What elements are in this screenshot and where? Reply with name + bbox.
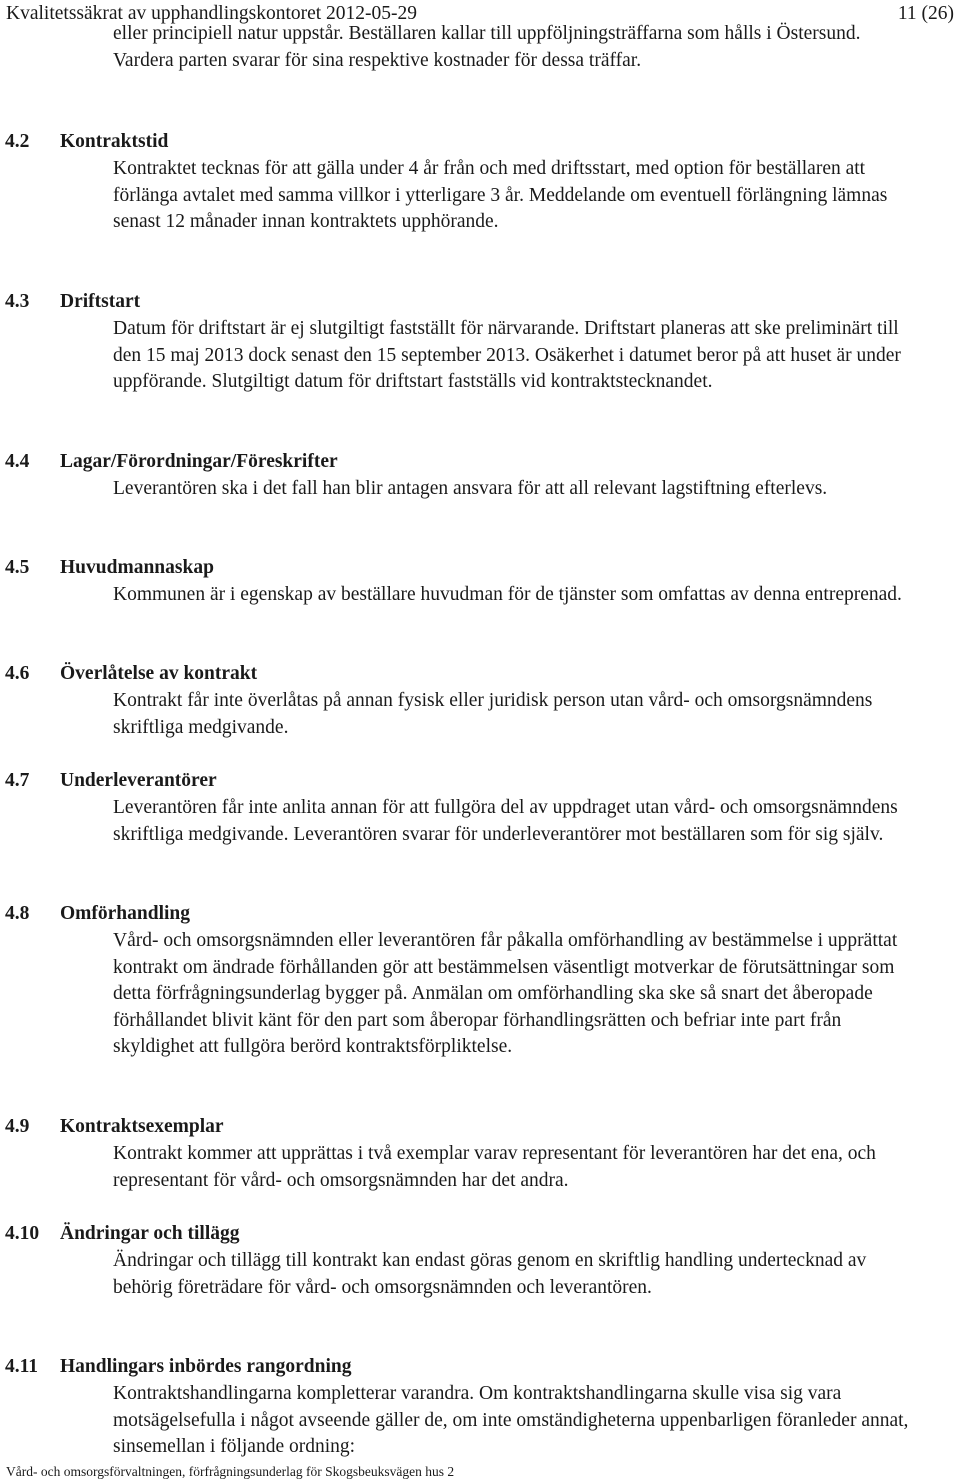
section-number: 4.10 (5, 1223, 40, 1244)
section-number: 4.6 (5, 663, 30, 684)
section-heading-4-8 (5, 901, 190, 928)
section-text: Datum för driftstart är ej slutgiltigt fastställt för närvarande. Driftstart planeras att ske preliminärt till den 15 maj 2013 dock senast den 15 september 2013. Osäkerhet i datumet beror på att huset är under uppförande. Slutgiltigt datum för driftstart fastställs vid kontraktstecknandet. (113, 318, 901, 392)
section-text: Ändringar och tillägg till kontrakt kan endast göras genom en skriftlig handling undertecknad av behörig företrädare för vård- och omsorgsnämnden och leverantören. (113, 1250, 867, 1298)
section-title: Överlåtelse av kontrakt (60, 663, 258, 684)
section-text: Kommunen är i egenskap av beställare huvudman för de tjänster som omfattas av denna entreprenad. (113, 584, 902, 605)
section-body-4-10 (113, 1248, 913, 1301)
section-number: 4.3 (5, 291, 30, 312)
intro-text: eller principiell natur uppstår. Beställaren kallar till uppföljningsträffarna som hålls i Östersund. Vardera parten svarar för sina respektive kostnader för dessa träffar. (113, 23, 861, 71)
section-title: Underleverantörer (60, 770, 217, 791)
section-body-4-7 (113, 795, 913, 848)
section-number: 4.7 (5, 770, 30, 791)
section-body-4-9 (113, 1141, 913, 1194)
section-heading-4-3 (5, 289, 140, 316)
page-number: 11 (26) (897, 3, 954, 24)
section-title: Lagar/Förordningar/Föreskrifter (60, 451, 338, 472)
section-number: 4.5 (5, 557, 30, 578)
section-text: Kontrakt kommer att upprättas i två exemplar varav representant för leverantören har det ena, och representant för vård- och omsorgsnämnden har det andra. (113, 1143, 876, 1191)
section-number: 4.11 (5, 1356, 39, 1377)
section-body-4-11 (113, 1381, 913, 1461)
section-title: Kontraktsexemplar (60, 1116, 224, 1137)
section-title: Kontraktstid (60, 131, 169, 152)
section-text: Vård- och omsorgsnämnden eller leverantören får påkalla omförhandling av bestämmelse i upprättat kontrakt om ändrade förhållanden gör att bestämmelsen väsentligt motverkar de förutsättningar som detta förfrågningsunderlag bygger på. Anmälan om omförhandling ska ske så snart det åberopade förhållandet blivit känt för den part som åberopar förhandlingsrätten och befriar inte part från skyldighet att fullgöra berörd kontraktsförpliktelse. (113, 930, 898, 1057)
section-number: 4.2 (5, 131, 30, 152)
section-text: Kontrakt får inte överlåtas på annan fysisk eller juridisk person utan vård- och omsorgsnämndens skriftliga medgivande. (113, 690, 873, 738)
section-title: Ändringar och tillägg (60, 1223, 240, 1244)
section-text: Leverantören ska i det fall han blir antagen ansvara för att all relevant lagstiftning efterlevs. (113, 478, 828, 499)
section-text: Kontraktshandlingarna kompletterar varandra. Om kontraktshandlingarna skulle visa sig vara motsägelsefulla i något avseende gäller de, om inte omständigheterna uppenbarligen föranleder annat, sinsemellan i följande ordning: (113, 1383, 909, 1457)
section-body-4-2 (113, 156, 913, 236)
section-body-4-4 (113, 476, 913, 503)
section-body-4-6 (113, 688, 913, 741)
section-heading-4-9 (5, 1114, 224, 1141)
section-title: Driftstart (60, 291, 141, 312)
section-number: 4.4 (5, 451, 30, 472)
section-title: Omförhandling (60, 903, 191, 924)
section-heading-4-2 (5, 129, 168, 156)
section-body-4-3 (113, 316, 913, 396)
section-title: Huvudmannaskap (60, 557, 214, 578)
section-heading-4-6 (5, 661, 257, 688)
section-text: Kontraktet tecknas för att gälla under 4 år från och med driftsstart, med option för beställaren att förlänga avtalet med samma villkor i ytterligare 3 år. Meddelande om eventuell förlängning lämnas senast 12 månader innan kontraktets upphörande. (113, 158, 888, 232)
section-heading-4-4 (5, 449, 338, 476)
section-body-4-8 (113, 928, 913, 1061)
section-heading-4-11 (5, 1354, 352, 1381)
section-heading-4-7 (5, 768, 217, 795)
section-heading-4-10 (5, 1221, 240, 1248)
section-number: 4.8 (5, 903, 30, 924)
section-heading-4-5 (5, 555, 214, 582)
section-body-4-5 (113, 582, 913, 609)
section-text: Leverantören får inte anlita annan för att fullgöra del av uppdraget utan vård- och omsorgsnämndens skriftliga medgivande. Leverantören svarar för underleverantörer mot beställaren som för sig själv. (113, 797, 898, 845)
section-number: 4.9 (5, 1116, 30, 1137)
page-footer: Vård- och omsorgsförvaltningen, förfrågningsunderlag för Skogsbeuksvägen hus 2 (6, 1464, 455, 1479)
intro-paragraph (113, 21, 913, 74)
section-title: Handlingars inbördes rangordning (60, 1356, 352, 1377)
header-title: Kvalitetssäkrat av upphandlingskontoret 2012-05-29 (6, 3, 418, 24)
